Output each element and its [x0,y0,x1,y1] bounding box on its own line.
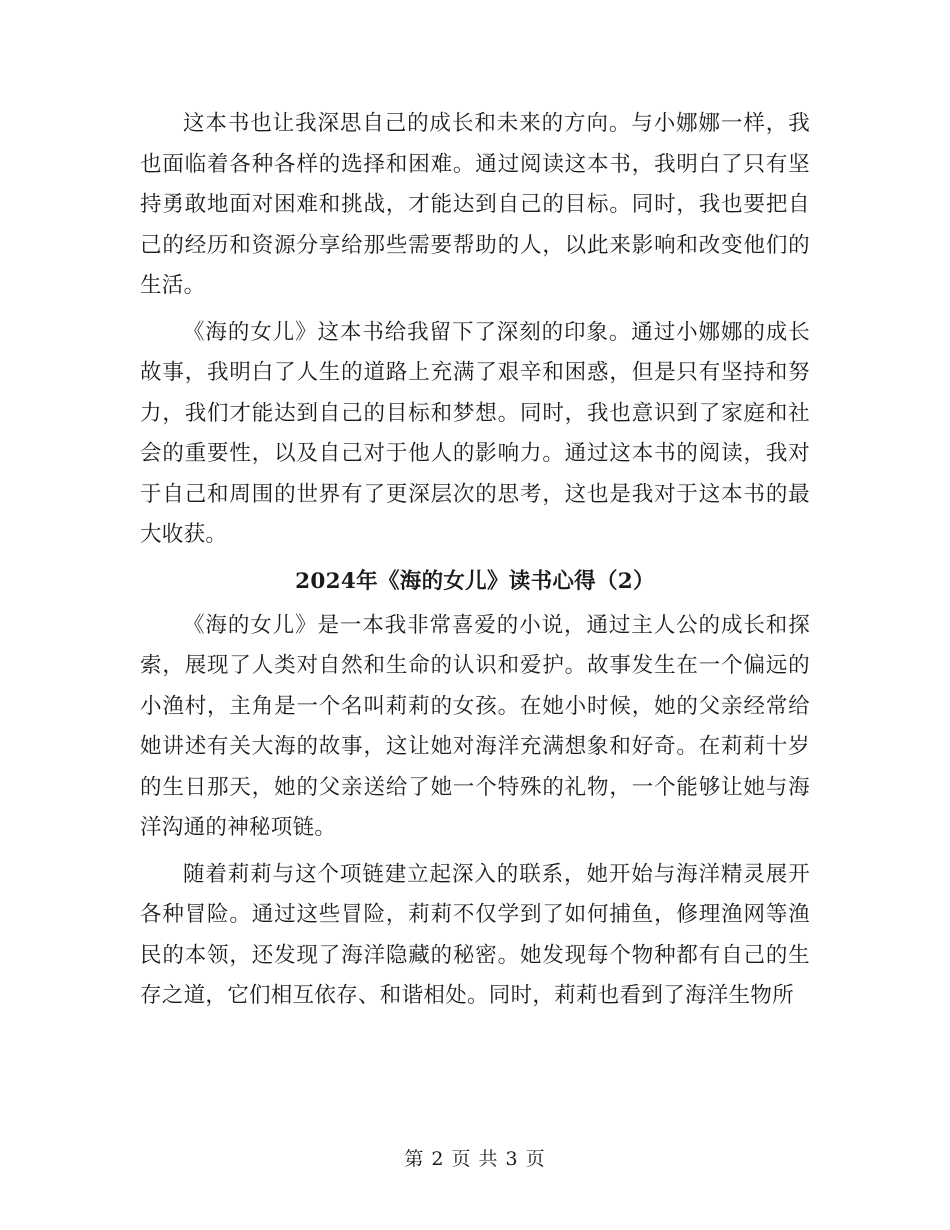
paragraph-adventures: 随着莉莉与这个项链建立起深入的联系，她开始与海洋精灵展开各种冒险。通过这些冒险，莉莉不仅学到了如何捕鱼，修理渔网等渔民的本领，还发现了海洋隐藏的秘密。她发现每个物种都有自己的生存之道，它们相互依存、和谐相处。同时，莉莉也看到了海洋生物所 [140,861,810,1008]
paragraph-reflection-growth: 这本书也让我深思自己的成长和未来的方向。与小娜娜一样，我也面临着各种各样的选择和困难。通过阅读这本书，我明白了只有坚持勇敢地面对困难和挑战，才能达到自己的目标。同时，我也要把自己的经历和资源分享给那些需要帮助的人，以此来影响和改变他们的生活。 [140,111,810,298]
paragraph-story-intro: 《海的女儿》是一本我非常喜爱的小说，通过主人公的成长和探索，展现了人类对自然和生命的认识和爱护。故事发生在一个偏远的小渔村，主角是一个名叫莉莉的女孩。在她小时候，她的父亲经常给她讲述有关大海的故事，这让她对海洋充满想象和好奇。在莉莉十岁的生日那天，她的父亲送给了她一个特殊的礼物，一个能够让她与海洋沟通的神秘项链。 [140,612,810,840]
paragraph-book-impression: 《海的女儿》这本书给我留下了深刻的印象。通过小娜娜的成长故事，我明白了人生的道路上充满了艰辛和困惑，但是只有坚持和努力，我们才能达到自己的目标和梦想。同时，我也意识到了家庭和社会的重要性，以及自己对于他人的影响力。通过这本书的阅读，我对于自己和周围的世界有了更深层次的思考，这也是我对于这本书的最大收获。 [140,319,810,547]
page-number-footer: 第 2 页 共 3 页 [404,1148,546,1170]
document-body [140,104,810,1023]
section-heading: 2024年《海的女儿》读书心得（2） [295,568,655,594]
